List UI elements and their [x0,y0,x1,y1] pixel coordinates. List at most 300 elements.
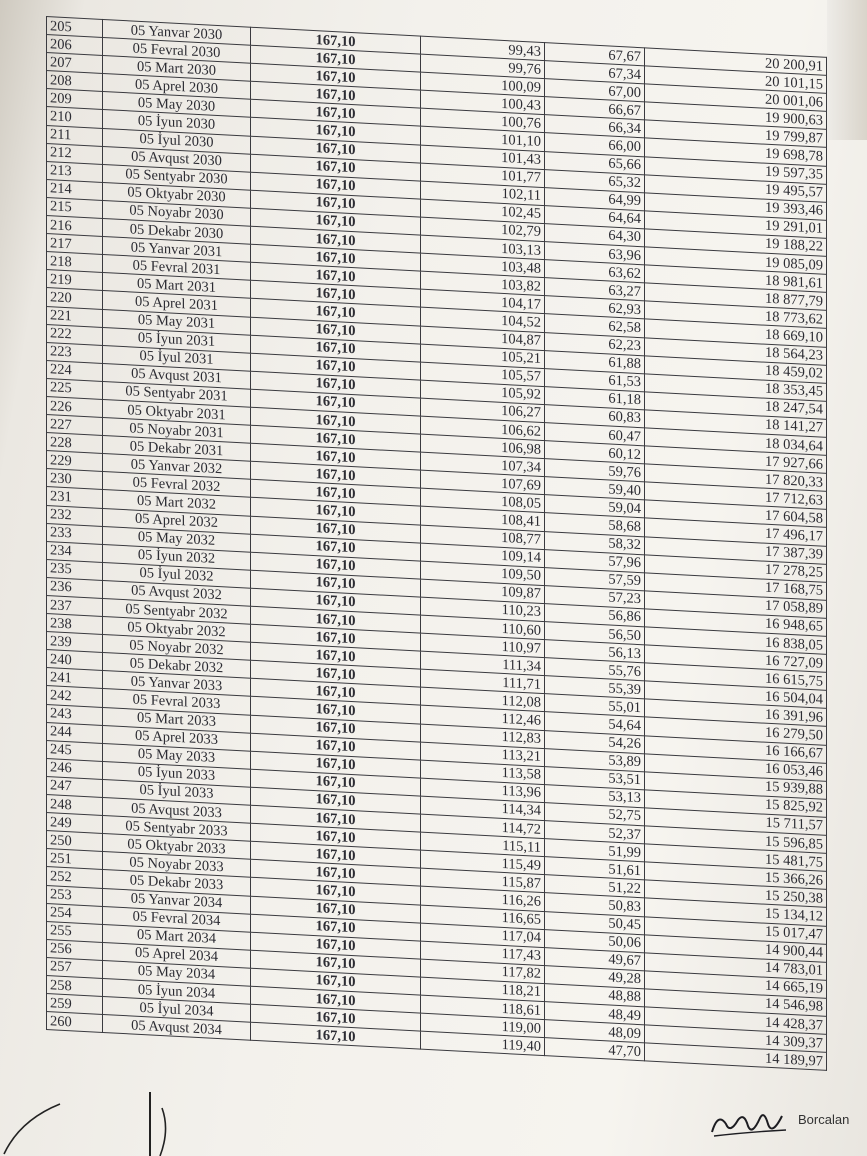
remaining-balance-cell: 17 712,63 [645,482,827,510]
principal-amount-cell: 99,43 [421,36,545,61]
payment-date-cell: 05 Sentyabr 2033 [103,816,251,842]
principal-amount-cell: 115,87 [421,868,545,893]
monthly-payment-cell: 167,10 [251,100,421,127]
monthly-payment-cell: 167,10 [251,498,421,525]
payment-date-cell: 05 İyun 2032 [103,544,251,570]
monthly-payment-cell: 167,10 [251,697,421,724]
payment-date-cell: 05 Dekabr 2033 [103,870,251,896]
payment-date-cell: 05 İyul 2030 [103,128,251,154]
principal-amount-cell: 101,43 [421,145,545,170]
row-number-cell: 256 [47,939,103,960]
row-number-cell: 245 [47,740,103,761]
row-number-cell: 253 [47,885,103,906]
remaining-balance-cell: 16 391,96 [645,699,827,727]
monthly-payment-cell: 167,10 [251,262,421,289]
interest-amount-cell: 59,76 [545,459,645,482]
principal-amount-cell: 108,05 [421,488,545,513]
row-number-cell: 227 [47,415,103,436]
payment-date-cell: 05 Fevral 2032 [103,472,251,498]
remaining-balance-cell: 18 141,27 [645,410,827,438]
payment-date-cell: 05 May 2034 [103,960,251,986]
interest-amount-cell: 60,12 [545,441,645,464]
principal-amount-cell: 113,58 [421,760,545,785]
payment-date-cell: 05 Mart 2030 [103,56,251,82]
monthly-payment-cell: 167,10 [251,353,421,380]
row-number-cell: 221 [47,306,103,327]
monthly-payment-cell: 167,10 [251,425,421,452]
remaining-balance-cell: 19 188,22 [645,229,827,257]
interest-amount-cell: 52,75 [545,803,645,826]
row-number-cell: 228 [47,433,103,454]
monthly-payment-cell: 167,10 [251,371,421,398]
principal-amount-cell: 109,50 [421,561,545,586]
principal-amount-cell: 114,72 [421,814,545,839]
payment-date-cell: 05 Fevral 2030 [103,38,251,64]
interest-amount-cell: 63,27 [545,278,645,301]
payment-date-cell: 05 Oktyabr 2031 [103,399,251,425]
monthly-payment-cell: 167,10 [251,860,421,887]
interest-amount-cell: 56,50 [545,622,645,645]
interest-amount-cell: 55,39 [545,676,645,699]
remaining-balance-cell: 17 387,39 [645,536,827,564]
monthly-payment-cell: 167,10 [251,407,421,434]
principal-amount-cell: 117,82 [421,959,545,984]
interest-amount-cell: 63,96 [545,242,645,265]
payment-date-cell: 05 Avqust 2031 [103,363,251,389]
remaining-balance-cell: 15 825,92 [645,790,827,818]
monthly-payment-cell: 167,10 [251,1022,421,1049]
monthly-payment-cell: 167,10 [251,950,421,977]
monthly-payment-cell: 167,10 [251,208,421,235]
monthly-payment-cell: 167,10 [251,154,421,181]
row-number-cell: 216 [47,216,103,237]
payment-date-cell: 05 Dekabr 2032 [103,653,251,679]
payment-date-cell: 05 Aprel 2032 [103,508,251,534]
row-number-cell: 220 [47,288,103,309]
monthly-payment-cell: 167,10 [251,172,421,199]
principal-amount-cell: 101,77 [421,163,545,188]
interest-amount-cell: 67,34 [545,61,645,84]
principal-amount-cell: 119,00 [421,1013,545,1038]
interest-amount-cell: 62,23 [545,332,645,355]
row-number-cell: 258 [47,975,103,996]
pen-scribble [0,1090,300,1156]
principal-amount-cell: 117,04 [421,923,545,948]
interest-amount-cell: 49,28 [545,965,645,988]
payment-date-cell: 05 İyul 2033 [103,779,251,805]
remaining-balance-cell: 19 698,78 [645,138,827,166]
row-number-cell: 214 [47,179,103,200]
row-number-cell: 210 [47,107,103,128]
remaining-balance-cell: 17 168,75 [645,573,827,601]
monthly-payment-cell: 167,10 [251,932,421,959]
principal-amount-cell: 102,79 [421,217,545,242]
principal-amount-cell: 106,27 [421,398,545,423]
remaining-balance-cell: 14 189,97 [645,1043,827,1071]
principal-amount-cell: 113,96 [421,778,545,803]
remaining-balance-cell: 16 279,50 [645,717,827,745]
payment-date-cell: 05 İyun 2033 [103,761,251,787]
interest-amount-cell: 55,01 [545,694,645,717]
interest-amount-cell: 64,64 [545,205,645,228]
payment-date-cell: 05 Aprel 2031 [103,291,251,317]
row-number-cell: 226 [47,396,103,417]
row-number-cell: 208 [47,71,103,92]
schedule-rows [47,17,827,1071]
principal-amount-cell: 103,13 [421,235,545,260]
payment-date-cell: 05 Noyabr 2031 [103,418,251,444]
monthly-payment-cell: 167,10 [251,878,421,905]
remaining-balance-cell: 14 309,37 [645,1025,827,1053]
payment-date-cell: 05 Oktyabr 2030 [103,182,251,208]
payment-date-cell: 05 Oktyabr 2032 [103,617,251,643]
principal-amount-cell: 108,41 [421,507,545,532]
payment-date-cell: 05 Aprel 2033 [103,725,251,751]
payment-date-cell: 05 Sentyabr 2032 [103,598,251,624]
interest-amount-cell: 67,00 [545,79,645,102]
remaining-balance-cell: 16 948,65 [645,609,827,637]
interest-amount-cell: 48,88 [545,984,645,1007]
principal-amount-cell: 103,82 [421,271,545,296]
monthly-payment-cell: 167,10 [251,317,421,344]
remaining-balance-cell: 15 366,26 [645,862,827,890]
interest-amount-cell: 66,00 [545,133,645,156]
interest-amount-cell: 51,22 [545,875,645,898]
principal-amount-cell: 101,10 [421,127,545,152]
principal-amount-cell: 112,83 [421,724,545,749]
remaining-balance-cell: 17 496,17 [645,518,827,546]
row-number-cell: 250 [47,831,103,852]
remaining-balance-cell: 19 291,01 [645,211,827,239]
row-number-cell: 225 [47,378,103,399]
monthly-payment-cell: 167,10 [251,679,421,706]
payment-date-cell: 05 Yanvar 2030 [103,19,251,45]
remaining-balance-cell: 20 200,91 [645,48,827,76]
principal-amount-cell: 103,48 [421,253,545,278]
remaining-balance-cell: 19 495,57 [645,175,827,203]
remaining-balance-cell: 20 101,15 [645,66,827,94]
remaining-balance-cell: 17 604,58 [645,500,827,528]
monthly-payment-cell: 167,10 [251,841,421,868]
payment-date-cell: 05 Avqust 2033 [103,797,251,823]
interest-amount-cell: 57,59 [545,567,645,590]
row-number-cell: 260 [47,1012,103,1033]
interest-amount-cell: 66,67 [545,97,645,120]
principal-amount-cell: 116,26 [421,887,545,912]
monthly-payment-cell: 167,10 [251,281,421,308]
monthly-payment-cell: 167,10 [251,443,421,470]
principal-amount-cell: 114,34 [421,796,545,821]
principal-amount-cell: 107,69 [421,470,545,495]
monthly-payment-cell: 167,10 [251,823,421,850]
monthly-payment-cell: 167,10 [251,660,421,687]
remaining-balance-cell: 14 665,19 [645,971,827,999]
interest-amount-cell: 64,30 [545,224,645,247]
row-number-cell: 212 [47,143,103,164]
payment-date-cell: 05 May 2031 [103,309,251,335]
row-number-cell: 234 [47,541,103,562]
remaining-balance-cell: 18 353,45 [645,374,827,402]
remaining-balance-cell: 16 727,09 [645,645,827,673]
row-number-cell: 252 [47,867,103,888]
row-number-cell: 246 [47,758,103,779]
remaining-balance-cell: 18 459,02 [645,355,827,383]
interest-amount-cell: 47,70 [545,1038,645,1061]
remaining-balance-cell: 18 247,54 [645,392,827,420]
principal-amount-cell: 102,45 [421,199,545,224]
row-number-cell: 237 [47,596,103,617]
remaining-balance-cell: 18 564,23 [645,337,827,365]
row-number-cell: 240 [47,650,103,671]
interest-amount-cell: 52,37 [545,821,645,844]
principal-amount-cell: 110,97 [421,633,545,658]
monthly-payment-cell: 167,10 [251,534,421,561]
row-number-cell: 211 [47,125,103,146]
interest-amount-cell: 51,99 [545,839,645,862]
interest-amount-cell: 53,89 [545,748,645,771]
interest-amount-cell: 58,68 [545,513,645,536]
interest-amount-cell: 67,67 [545,43,645,66]
principal-amount-cell: 109,87 [421,579,545,604]
interest-amount-cell: 50,45 [545,911,645,934]
remaining-balance-cell: 17 927,66 [645,446,827,474]
principal-amount-cell: 119,40 [421,1031,545,1056]
interest-amount-cell: 48,09 [545,1020,645,1043]
row-number-cell: 217 [47,234,103,255]
borrower-label: Borcalan [798,1112,850,1127]
remaining-balance-cell: 16 838,05 [645,627,827,655]
remaining-balance-cell: 18 877,79 [645,283,827,311]
monthly-payment-cell: 167,10 [251,1004,421,1031]
row-number-cell: 255 [47,921,103,942]
row-number-cell: 247 [47,776,103,797]
row-number-cell: 239 [47,632,103,653]
monthly-payment-cell: 167,10 [251,986,421,1013]
remaining-balance-cell: 19 085,09 [645,247,827,275]
row-number-cell: 207 [47,53,103,74]
remaining-balance-cell: 14 783,01 [645,953,827,981]
row-number-cell: 205 [47,17,103,38]
principal-amount-cell: 116,65 [421,905,545,930]
row-number-cell: 248 [47,795,103,816]
interest-amount-cell: 58,32 [545,531,645,554]
monthly-payment-cell: 167,10 [251,787,421,814]
principal-amount-cell: 112,08 [421,688,545,713]
principal-amount-cell: 106,98 [421,434,545,459]
row-number-cell: 218 [47,252,103,273]
row-number-cell: 224 [47,360,103,381]
monthly-payment-cell: 167,10 [251,461,421,488]
row-number-cell: 231 [47,487,103,508]
monthly-payment-cell: 167,10 [251,588,421,615]
payment-date-cell: 05 Dekabr 2030 [103,218,251,244]
interest-amount-cell: 51,61 [545,857,645,880]
remaining-balance-cell: 15 939,88 [645,772,827,800]
principal-amount-cell: 118,61 [421,995,545,1020]
row-number-cell: 209 [47,89,103,110]
payment-date-cell: 05 Mart 2031 [103,273,251,299]
monthly-payment-cell: 167,10 [251,81,421,108]
interest-amount-cell: 59,40 [545,477,645,500]
row-number-cell: 251 [47,849,103,870]
interest-amount-cell: 56,13 [545,640,645,663]
borrower-signature [708,1106,788,1142]
interest-amount-cell: 62,58 [545,314,645,337]
row-number-cell: 241 [47,668,103,689]
monthly-payment-cell: 167,10 [251,63,421,90]
payment-date-cell: 05 Fevral 2031 [103,255,251,281]
payment-date-cell: 05 Avqust 2032 [103,580,251,606]
row-number-cell: 259 [47,994,103,1015]
row-number-cell: 236 [47,577,103,598]
row-number-cell: 222 [47,324,103,345]
remaining-balance-cell: 18 981,61 [645,265,827,293]
remaining-balance-cell: 16 504,04 [645,681,827,709]
payment-date-cell: 05 İyun 2030 [103,110,251,136]
remaining-balance-cell: 16 053,46 [645,754,827,782]
monthly-payment-cell: 167,10 [251,805,421,832]
payment-date-cell: 05 Yanvar 2034 [103,888,251,914]
row-number-cell: 230 [47,469,103,490]
row-number-cell: 238 [47,614,103,635]
remaining-balance-cell: 19 900,63 [645,102,827,130]
principal-amount-cell: 115,49 [421,850,545,875]
principal-amount-cell: 115,11 [421,832,545,857]
row-number-cell: 244 [47,722,103,743]
interest-amount-cell: 65,32 [545,169,645,192]
payment-date-cell: 05 İyun 2034 [103,978,251,1004]
row-number-cell: 223 [47,342,103,363]
payment-date-cell: 05 Mart 2033 [103,707,251,733]
principal-amount-cell: 100,43 [421,90,545,115]
payment-date-cell: 05 İyul 2031 [103,345,251,371]
principal-amount-cell: 110,60 [421,615,545,640]
interest-amount-cell: 48,49 [545,1002,645,1025]
interest-amount-cell: 55,76 [545,658,645,681]
remaining-balance-cell: 14 546,98 [645,989,827,1017]
monthly-payment-cell: 167,10 [251,968,421,995]
payment-date-cell: 05 Avqust 2030 [103,146,251,172]
row-number-cell: 219 [47,270,103,291]
monthly-payment-cell: 167,10 [251,226,421,253]
interest-amount-cell: 61,88 [545,350,645,373]
row-number-cell: 232 [47,505,103,526]
remaining-balance-cell: 17 058,89 [645,591,827,619]
row-number-cell: 229 [47,451,103,472]
payment-date-cell: 05 Mart 2034 [103,924,251,950]
monthly-payment-cell: 167,10 [251,552,421,579]
remaining-balance-cell: 16 166,67 [645,735,827,763]
remaining-balance-cell: 19 597,35 [645,156,827,184]
payment-date-cell: 05 Noyabr 2030 [103,200,251,226]
monthly-payment-cell: 167,10 [251,335,421,362]
monthly-payment-cell: 167,10 [251,733,421,760]
monthly-payment-cell: 167,10 [251,244,421,271]
interest-amount-cell: 49,67 [545,947,645,970]
interest-amount-cell: 61,53 [545,368,645,391]
row-number-cell: 254 [47,903,103,924]
payment-date-cell: 05 Noyabr 2032 [103,635,251,661]
monthly-payment-cell: 167,10 [251,769,421,796]
monthly-payment-cell: 167,10 [251,118,421,145]
remaining-balance-cell: 15 250,38 [645,880,827,908]
payment-date-cell: 05 Yanvar 2031 [103,237,251,263]
monthly-payment-cell: 167,10 [251,299,421,326]
payment-date-cell: 05 Aprel 2030 [103,74,251,100]
principal-amount-cell: 105,21 [421,344,545,369]
row-number-cell: 213 [47,161,103,182]
monthly-payment-cell: 167,10 [251,27,421,54]
remaining-balance-cell: 16 615,75 [645,663,827,691]
payment-date-cell: 05 May 2030 [103,92,251,118]
schedule-sheet [46,16,826,1071]
interest-amount-cell: 50,83 [545,893,645,916]
payment-date-cell: 05 Aprel 2034 [103,942,251,968]
row-number-cell: 243 [47,704,103,725]
row-number-cell: 249 [47,813,103,834]
payment-date-cell: 05 May 2032 [103,526,251,552]
row-number-cell: 257 [47,957,103,978]
monthly-payment-cell: 167,10 [251,516,421,543]
remaining-balance-cell: 15 017,47 [645,916,827,944]
monthly-payment-cell: 167,10 [251,896,421,923]
interest-amount-cell: 57,23 [545,585,645,608]
principal-amount-cell: 100,09 [421,72,545,97]
remaining-balance-cell: 18 669,10 [645,319,827,347]
interest-amount-cell: 59,04 [545,495,645,518]
principal-amount-cell: 106,62 [421,416,545,441]
interest-amount-cell: 65,66 [545,151,645,174]
remaining-balance-cell: 20 001,06 [645,84,827,112]
principal-amount-cell: 117,43 [421,941,545,966]
principal-amount-cell: 104,87 [421,326,545,351]
monthly-payment-cell: 167,10 [251,624,421,651]
principal-amount-cell: 104,52 [421,308,545,333]
payment-date-cell: 05 Sentyabr 2031 [103,381,251,407]
interest-amount-cell: 62,93 [545,296,645,319]
principal-amount-cell: 109,14 [421,543,545,568]
monthly-payment-cell: 167,10 [251,606,421,633]
payment-date-cell: 05 Mart 2032 [103,490,251,516]
principal-amount-cell: 111,34 [421,651,545,676]
interest-amount-cell: 64,99 [545,187,645,210]
remaining-balance-cell: 18 773,62 [645,301,827,329]
payment-date-cell: 05 Fevral 2034 [103,906,251,932]
monthly-payment-cell: 167,10 [251,389,421,416]
monthly-payment-cell: 167,10 [251,914,421,941]
payment-date-cell: 05 Yanvar 2033 [103,671,251,697]
interest-amount-cell: 54,64 [545,712,645,735]
remaining-balance-cell: 19 799,87 [645,120,827,148]
payment-date-cell: 05 Noyabr 2033 [103,852,251,878]
remaining-balance-cell: 15 711,57 [645,808,827,836]
remaining-balance-cell: 19 393,46 [645,193,827,221]
payment-date-cell: 05 İyul 2034 [103,997,251,1023]
monthly-payment-cell: 167,10 [251,136,421,163]
monthly-payment-cell: 167,10 [251,642,421,669]
remaining-balance-cell: 14 428,37 [645,1007,827,1035]
remaining-balance-cell: 17 278,25 [645,554,827,582]
interest-amount-cell: 50,06 [545,929,645,952]
remaining-balance-cell: 15 596,85 [645,826,827,854]
monthly-payment-cell: 167,10 [251,570,421,597]
monthly-payment-cell: 167,10 [251,480,421,507]
principal-amount-cell: 100,76 [421,109,545,134]
principal-amount-cell: 105,57 [421,362,545,387]
row-number-cell: 233 [47,523,103,544]
interest-amount-cell: 53,13 [545,784,645,807]
monthly-payment-cell: 167,10 [251,751,421,778]
